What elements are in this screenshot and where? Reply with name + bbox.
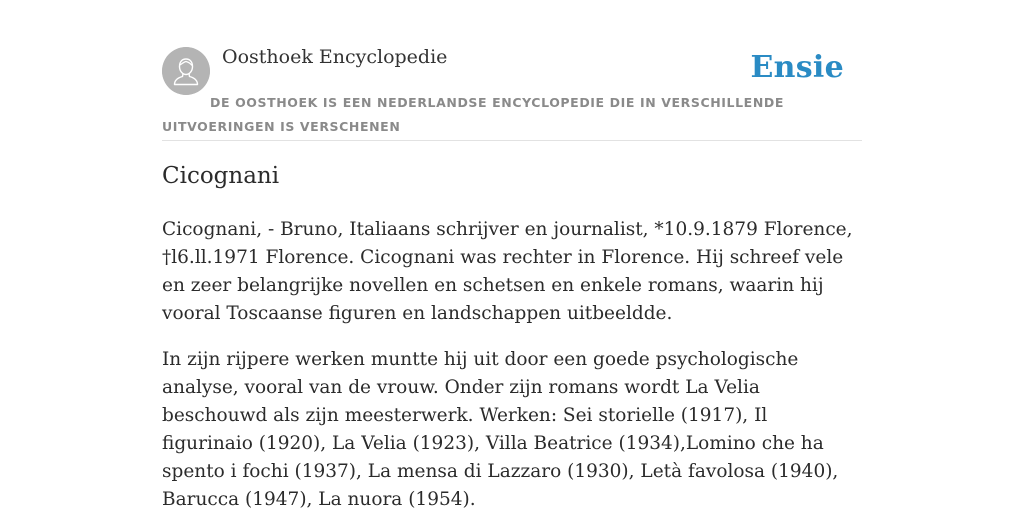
site-name[interactable]: Oosthoek Encyclopedie xyxy=(222,46,448,68)
avatar[interactable] xyxy=(162,47,210,95)
article-paragraph: In zijn rijpere werken muntte hij uit door een goede psychologische analyse, vooral van de vrouw. Onder zijn romans wordt La Velia beschouwd als zijn meesterwerk. Werken: Sei storielle (1917), Il figurinaio (1920), La Velia (1923), Villa Beatrice (1934),Lomino che ha spento i fochi (1937), La mensa di Lazzaro (1930), Letà favolosa (1940), Barucca (1947), La nuora (1954). xyxy=(162,349,839,510)
page xyxy=(162,0,862,512)
site-tagline: DE OOSTHOEK IS EEN NEDERLANDSE ENCYCLOPEDIE DIE IN VERSCHILLENDE UITVOERINGEN IS VERSCHENEN xyxy=(162,95,784,134)
brand-logo[interactable]: Ensie xyxy=(750,50,844,85)
article-title: Cicognani xyxy=(162,163,280,189)
article-body xyxy=(162,216,862,532)
article-paragraph: Cicognani, - Bruno, Italiaans schrijver en journalist, *10.9.1879 Florence, †l6.ll.1971 Florence. Cicognani was rechter in Florence. Hij schreef vele en zeer belangrijke novellen en schetsen en enkele romans, waarin hij vooral Toscaanse figuren en landschappen uitbeeldde. xyxy=(162,219,853,324)
header xyxy=(162,0,862,141)
user-icon xyxy=(162,47,210,95)
